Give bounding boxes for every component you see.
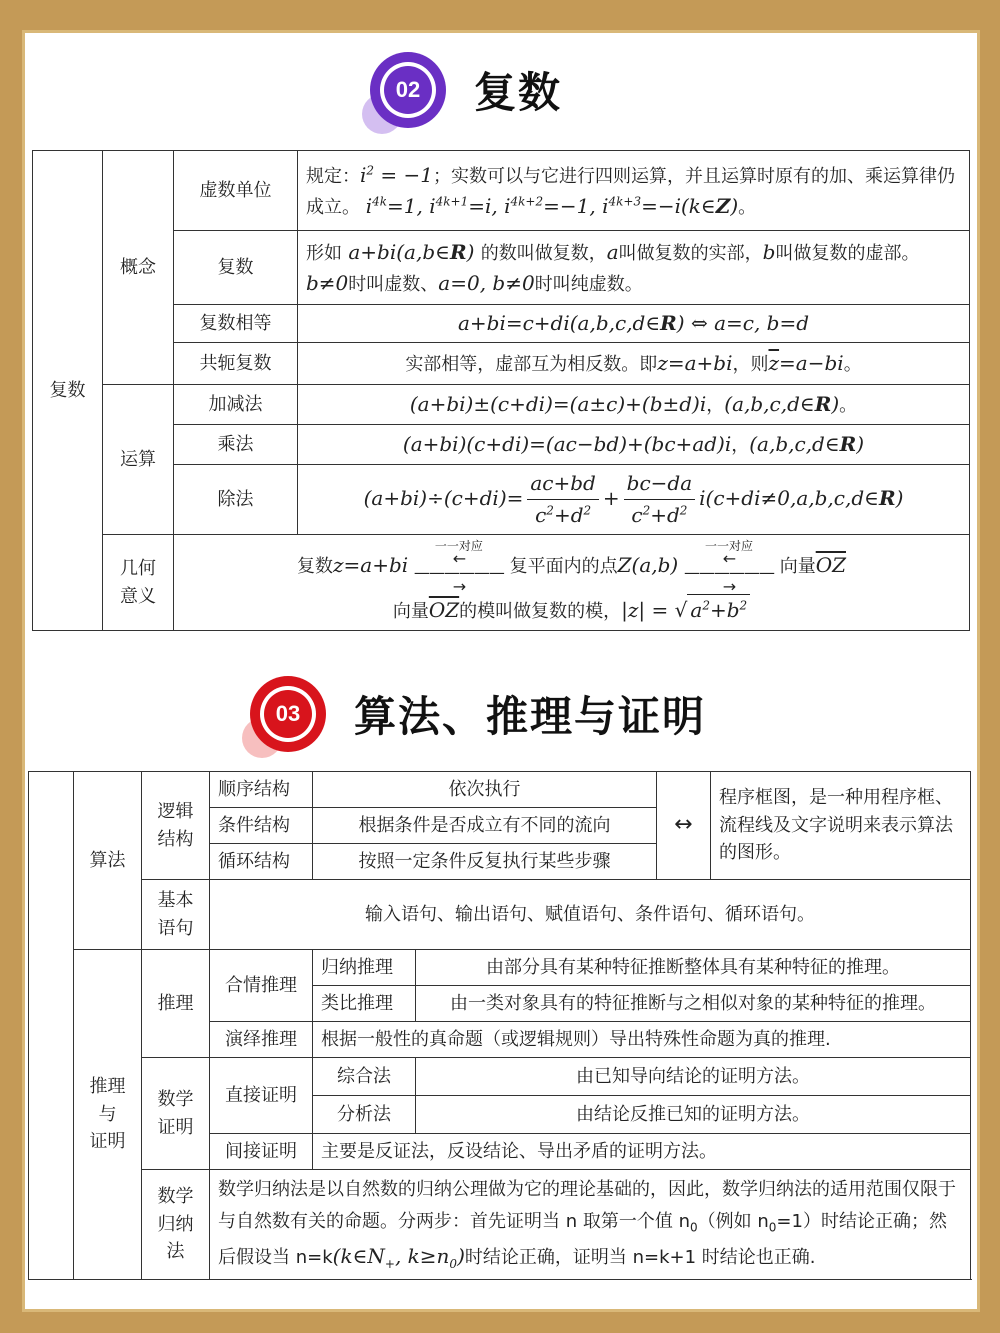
basic-label: 基本 语句 (142, 880, 210, 950)
induct-label: 归纳推理 (313, 950, 416, 986)
section-number: 02 (384, 66, 432, 114)
logic-label: 逻辑 结构 (142, 772, 210, 880)
equal-formula: a+bi=c+di(a,b,c,d∈R) ⇔ a=c, b=d (298, 305, 970, 343)
basic-desc: 输入语句、输出语句、赋值语句、条件语句、循环语句。 (210, 880, 971, 950)
section-title: 算法、推理与证明 (354, 693, 707, 740)
arrow-icon: ↔ (657, 772, 711, 880)
loop-desc: 按照一定条件反复执行某些步骤 (313, 844, 657, 880)
indirect-label: 间接证明 (210, 1134, 313, 1170)
concept-label: 概念 (103, 151, 174, 385)
imag-unit-label: 虚数单位 (174, 151, 298, 231)
complex-desc: 形如 a+bi(a,b∈R) 的数叫做复数，a叫做复数的实部，b叫做复数的虚部。 b≠0时叫虚数、a=0, b≠0时叫纯虚数。 (298, 231, 970, 305)
cond-label: 条件结构 (210, 808, 313, 844)
complex-number-table (32, 150, 970, 631)
deduct-label: 演绎推理 (210, 1022, 313, 1058)
root-label: 复数 (33, 151, 103, 631)
complex-label: 复数 (174, 231, 298, 305)
synth-desc: 由已知导向结论的证明方法。 (416, 1058, 971, 1096)
analog-desc: 由一类对象具有的特征推断与之相似对象的某种特征的推理。 (416, 986, 971, 1022)
mul-formula: (a+bi)(c+di)=(ac−bd)+(bc+ad)i，(a,b,c,d∈R) (298, 425, 970, 465)
direct-label: 直接证明 (210, 1058, 313, 1134)
ops-label: 运算 (103, 385, 174, 535)
geo-arrow-1: 一一对应 ←——————→ (413, 538, 504, 596)
div-label: 除法 (174, 465, 298, 535)
seq-label: 顺序结构 (210, 772, 313, 808)
alg-label: 算法 (74, 772, 142, 950)
anal-label: 分析法 (313, 1096, 416, 1134)
geo-label: 几何 意义 (103, 535, 174, 631)
mul-label: 乘法 (174, 425, 298, 465)
add-label: 加减法 (174, 385, 298, 425)
flow-desc: 程序框图，是一种用程序框、流程线及文字说明来表示算法的图形。 (711, 772, 971, 880)
equal-label: 复数相等 (174, 305, 298, 343)
section-number: 03 (264, 690, 312, 738)
algorithm-reasoning-table (28, 771, 971, 1280)
geo-arrow-2: 一一对应 ←——————→ (683, 538, 774, 596)
analog-label: 类比推理 (313, 986, 416, 1022)
section-title: 复数 (474, 69, 563, 116)
loop-label: 循环结构 (210, 844, 313, 880)
section-number-badge (250, 676, 326, 752)
section-number-badge (370, 52, 446, 128)
left-blank-col (29, 772, 74, 1280)
mp-label: 数学 证明 (142, 1058, 210, 1170)
rp-label: 推理 与 证明 (74, 950, 142, 1280)
conj-label: 共轭复数 (174, 343, 298, 385)
cond-desc: 根据条件是否成立有不同的流向 (313, 808, 657, 844)
add-formula: (a+bi)±(c+di)=(a±c)+(b±d)i，(a,b,c,d∈R)。 (298, 385, 970, 425)
synth-label: 综合法 (313, 1058, 416, 1096)
section-02-header (370, 52, 562, 128)
conj-desc: 实部相等，虚部互为相反数。即z=a+bi，则$\overline{z}=a-bi$。 (298, 343, 970, 385)
section-03-header (250, 676, 706, 752)
imag-unit-desc: 规定：$i^2 = -1$；实数可以与它进行四则运算，并且运算时原有的加、乘运算律仍成立。 $i^{4k}=1$, $i^{4k+1}=i$, $i^{4k+2}=-1$, $i^{4k+3}=-i(k\in Z)$。 (298, 151, 970, 231)
geo-desc: 复数z=a+bi 一一对应 ←——————→ 复平面内的点Z(a,b) 一一对应 ←——————→ 向量$\overline{OZ}$ 向量$\overline{OZ}$的模叫做复数的模，|z| = √ $a^2+b^2$ (174, 535, 970, 631)
plaus-label: 合情推理 (210, 950, 313, 1022)
div-formula: (a+bi)÷(c+di)= $\frac{ac+bd}{c^2+d^2}$ + $\frac{bc-da}{c^2+d^2}$ i(c+di≠0,a,b,c,d∈R) (298, 465, 970, 535)
induct-desc: 由部分具有某种特征推断整体具有某种特征的推理。 (416, 950, 971, 986)
anal-desc: 由结论反推已知的证明方法。 (416, 1096, 971, 1134)
reason-label: 推理 (142, 950, 210, 1058)
seq-desc: 依次执行 (313, 772, 657, 808)
deduct-desc: 根据一般性的真命题（或逻辑规则）导出特殊性命题为真的推理. (313, 1022, 971, 1058)
indirect-desc: 主要是反证法，反设结论、导出矛盾的证明方法。 (313, 1134, 971, 1170)
mi-label: 数学 归纳 法 (142, 1170, 210, 1280)
mi-desc: 数学归纳法是以自然数的归纳公理做为它的理论基础的，因此，数学归纳法的适用范围仅限于与自然数有关的命题。分两步：首先证明当 n 取第一个值 $n_0$（例如 $n_0=1$）时结论正确；然后假设当 $n=k(k\in N_+$, $k\ge n_0$)时结论正确，证明当 n=k+1 时结论也正确. (210, 1170, 971, 1280)
